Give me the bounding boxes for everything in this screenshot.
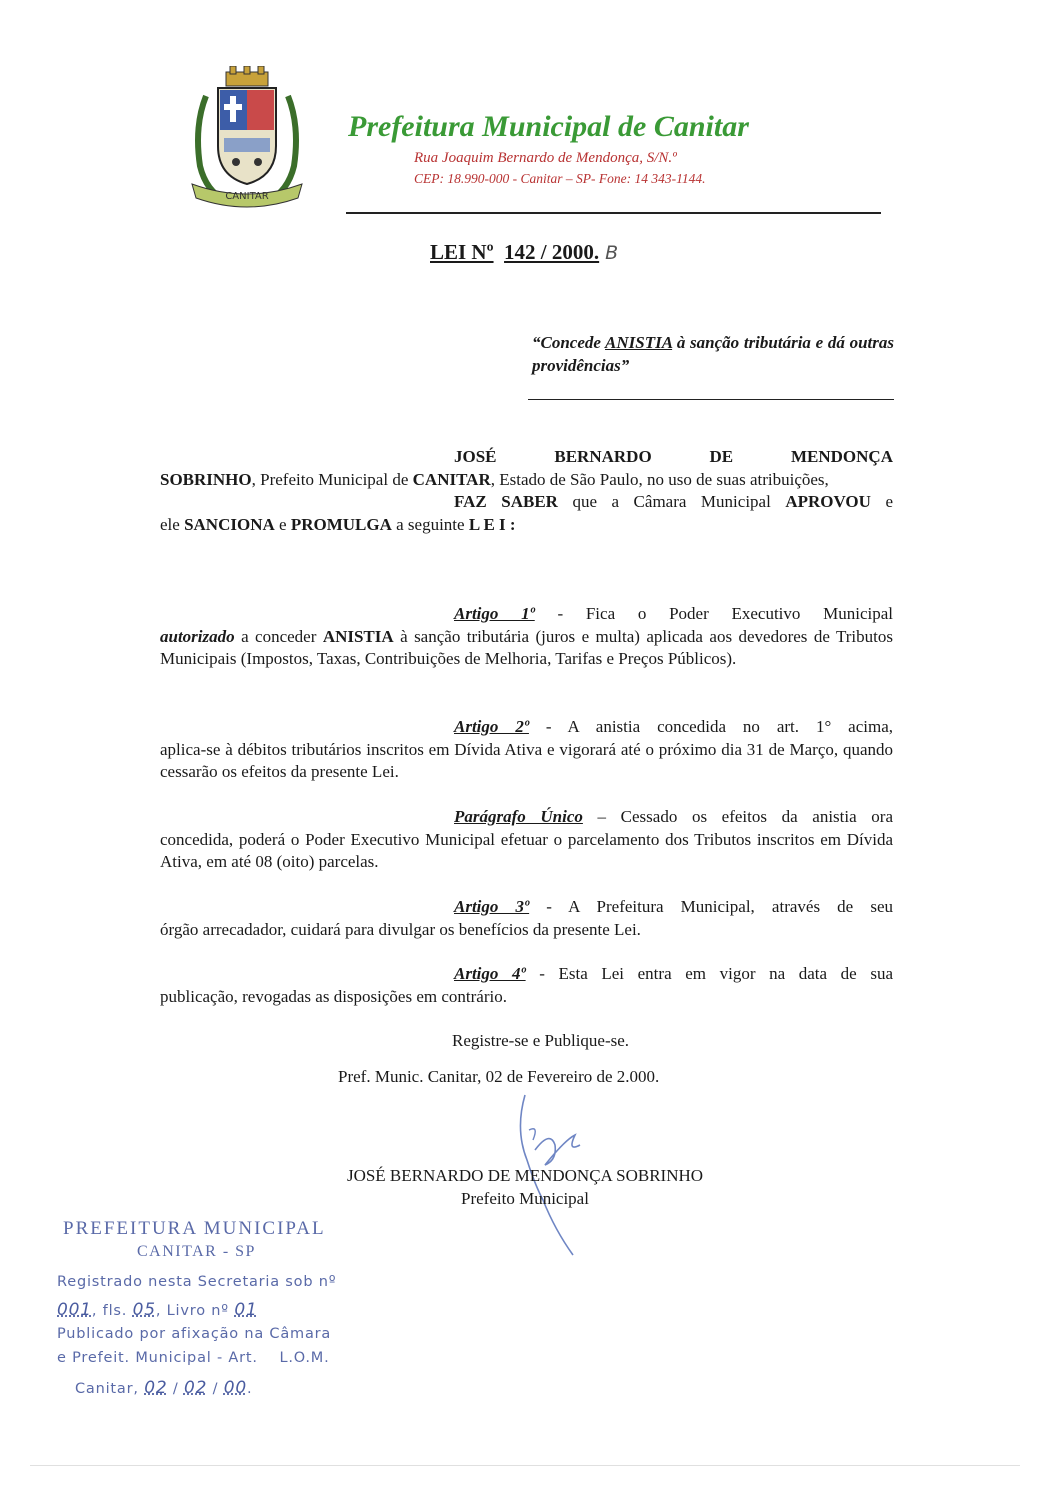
- header-contact: CEP: 18.990-000 - Canitar – SP- Fone: 14 343-1144.: [414, 171, 706, 186]
- promulga-line: ele SANCIONA e PROMULGA a seguinte L E I :: [160, 514, 516, 534]
- stamp-numbers-line: 001, fls. 05, Livro nº 01: [57, 1300, 258, 1320]
- header-title: Prefeitura Municipal de Canitar: [348, 110, 749, 143]
- article-4-label: Artigo 4º: [454, 964, 526, 983]
- city-name: CANITAR: [412, 469, 491, 489]
- article-3-label: Artigo 3º: [454, 897, 530, 916]
- signer-role: Prefeito Municipal: [461, 1189, 589, 1208]
- law-number-value: 142 / 2000.: [504, 240, 600, 264]
- register-publish: Registre-se e Publique-se.: [452, 1031, 630, 1050]
- page-bottom-edge: [30, 1465, 1020, 1466]
- header-address: Rua Joaquim Bernardo de Mendonça, S/N.º: [414, 150, 677, 166]
- law-number: [430, 240, 618, 265]
- summary-keyword: ANISTIA: [605, 333, 673, 352]
- crest-banner-text: CANITAR: [225, 191, 269, 202]
- lei-label: L E I :: [468, 514, 516, 534]
- signer-name: JOSÉ BERNARDO DE MENDONÇA SOBRINHO: [346, 1166, 704, 1185]
- mayor-name-first: JOSÉ BERNARDO DE MENDONÇA: [454, 447, 893, 466]
- municipal-crest-icon: [186, 66, 308, 211]
- article-1-label: Artigo 1º: [454, 604, 535, 623]
- stamp-date-line: Canitar, 02 / 02 / 00.: [75, 1378, 253, 1398]
- authorized-word: autorizado: [160, 626, 235, 646]
- preamble: JOSÉ BERNARDO DE MENDONÇA SOBRINHO, Prefeito Municipal de CANITAR, Estado de São Paulo, no uso de suas atribuições, FAZ SABER que a Câmara Municipal APROVOU e ele SANCIONA e PROMULGA a seguinte L E I :: [160, 446, 893, 536]
- registration-stamp: [55, 1218, 375, 1408]
- law-summary: “Concede ANISTIA à sanção tributária e dá outras providências”: [532, 333, 894, 375]
- article-3: Artigo 3º - A Prefeitura Municipal, através de seu órgão arrecadador, cuidará para divulgar os benefícios da presente Lei.: [160, 897, 893, 939]
- sole-paragraph: Parágrafo Único – Cessado os efeitos da anistia ora concedida, poderá o Poder Executivo Municipal efetuar o parcelamento dos Tributos inscritos em Dívida Ativa, em até 08 (oito) parcelas.: [160, 807, 893, 872]
- mayor-name-last: SOBRINHO: [160, 469, 252, 489]
- stamp-fls-number: 05: [132, 1300, 156, 1320]
- stamp-date-day: 02: [144, 1378, 168, 1398]
- stamp-art-line: e Prefeit. Municipal - Art. L.O.M.: [57, 1350, 330, 1366]
- article-1: Artigo 1º - Fica o Poder Executivo Municipal autorizado a conceder ANISTIA à sanção tributária (juros e multa) aplicada aos devedores de Tributos Municipais (Impostos, Taxas, Contribuições de Melhoria, Tarifas e Preços Públicos).: [160, 604, 894, 669]
- stamp-city: CANITAR - SP: [137, 1243, 256, 1260]
- date-line: Pref. Munic. Canitar, 02 de Fevereiro de 2.000.: [338, 1067, 660, 1086]
- stamp-title: PREFEITURA MUNICIPAL: [63, 1218, 326, 1239]
- header-divider: [346, 212, 881, 214]
- article-4: Artigo 4º - Esta Lei entra em vigor na data de sua publicação, revogadas as disposições em contrário.: [160, 964, 893, 1006]
- summary-divider: [528, 399, 894, 400]
- law-prefix: LEI Nº: [430, 240, 494, 264]
- article-2-label: Artigo 2º: [454, 717, 529, 736]
- handwritten-mark: B: [605, 242, 619, 264]
- stamp-livro-number: 01: [234, 1300, 258, 1320]
- sole-paragraph-label: Parágrafo Único: [454, 807, 583, 826]
- stamp-registered-line: Registrado nesta Secretaria sob nº: [57, 1274, 337, 1290]
- faz-saber-line: FAZ SABER que a Câmara Municipal APROVOU e: [454, 492, 893, 512]
- article-2: Artigo 2º - A anistia concedida no art. 1° acima, aplica-se à débitos tributários inscritos em Dívida Ativa e vigorará até o próximo dia 31 de Março, quando cessarão os efeitos da presente Lei.: [160, 717, 894, 782]
- stamp-published-line: Publicado por afixação na Câmara: [57, 1326, 332, 1342]
- stamp-date-year: 00: [223, 1378, 247, 1398]
- stamp-date-month: 02: [183, 1378, 208, 1398]
- stamp-reg-number: 001: [57, 1300, 92, 1320]
